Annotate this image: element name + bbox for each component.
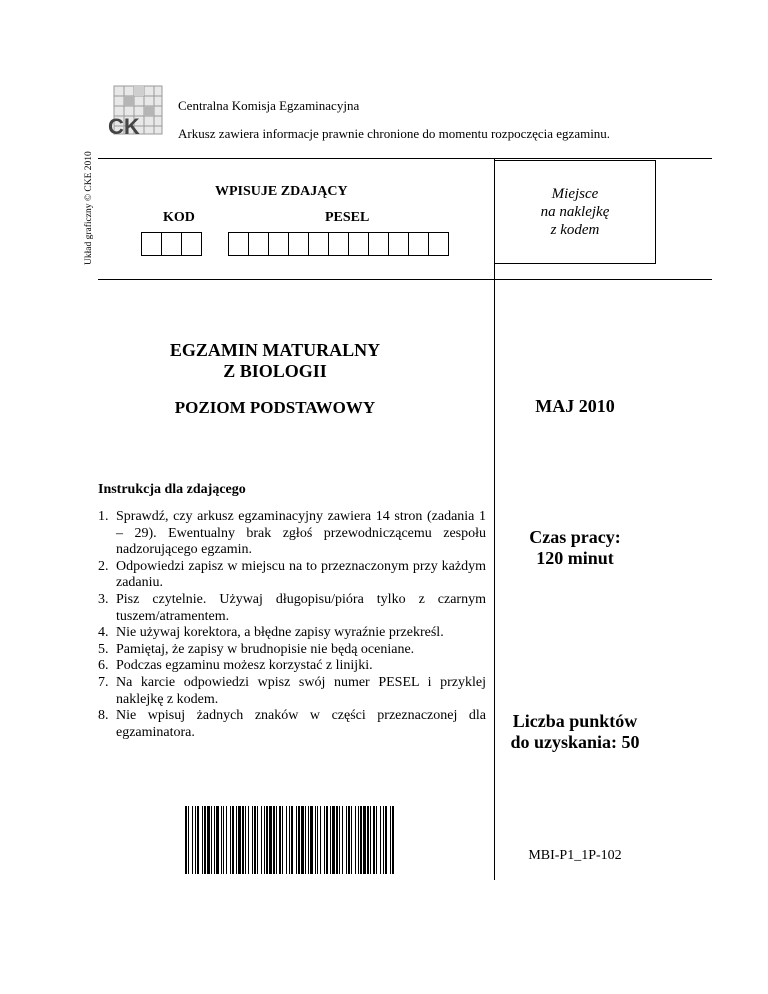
barcode-bar: [273, 806, 275, 874]
barcode-bar: [238, 806, 241, 874]
instruction-item: 3. Pisz czytelnie. Używaj długopisu/pióra tylko z czarnym tuszem/atramentem.: [98, 591, 486, 624]
barcode-bar: [315, 806, 316, 874]
sticker-line: z kodem: [550, 222, 600, 238]
candidate-section-title: WPISUJE ZDAJĄCY: [215, 184, 348, 199]
barcode-bar: [214, 806, 215, 874]
instruction-item: 1. Sprawdź, czy arkusz egzaminacyjny zawiera 14 stron (zadania 1 – 29). Ewentualny brak zgłoś przewodniczącemu zespołu nadzorującego egzamin.: [98, 509, 486, 558]
instructions-heading: Instrukcja dla zdającego: [98, 482, 246, 497]
pesel-box[interactable]: [308, 232, 329, 256]
barcode-bar: [211, 806, 212, 874]
kod-label: KOD: [163, 210, 195, 225]
instruction-item: 7. Na karcie odpowiedzi wpisz swój numer PESEL i przyklej naklejkę z kodem.: [98, 674, 486, 707]
barcode-bar: [254, 806, 256, 874]
exam-code: MBI-P1_1P-102: [528, 848, 622, 863]
kod-box[interactable]: [161, 232, 182, 256]
barcode-bar: [242, 806, 244, 874]
pesel-boxes[interactable]: [228, 232, 448, 256]
barcode-bar: [342, 806, 343, 874]
barcode-bar: [192, 806, 193, 874]
instruction-item: 8. Nie wpisuj żadnych znaków w części przeznaczonej dla egzaminatora.: [98, 708, 486, 740]
barcode-bar: [226, 806, 227, 874]
barcode-bar: [236, 806, 237, 874]
barcode-bar: [276, 806, 277, 874]
time-limit-line: Czas pracy:: [529, 527, 621, 547]
barcode-bar: [291, 806, 293, 874]
barcode-bar: [279, 806, 281, 874]
instruction-item: 5. Pamiętaj, że zapisy w brudnopisie nie będą oceniane.: [98, 641, 415, 657]
pesel-box[interactable]: [388, 232, 409, 256]
barcode-bar: [360, 806, 362, 874]
barcode-bar: [195, 806, 196, 874]
barcode-bar: [390, 806, 391, 874]
sticker-placeholder: [494, 160, 656, 264]
barcode-bar: [346, 806, 347, 874]
barcode-bar: [370, 806, 371, 874]
kod-boxes[interactable]: [141, 232, 201, 256]
institution-name: Centralna Komisja Egzaminacyjna: [178, 98, 360, 113]
barcode-bar: [298, 806, 300, 874]
candidate-rule: [98, 279, 712, 280]
barcode-bar: [232, 806, 234, 874]
barcode-bar: [376, 806, 377, 874]
barcode-bar: [289, 806, 290, 874]
barcode-bar: [264, 806, 265, 874]
column-divider: [494, 158, 495, 880]
barcode-bar: [320, 806, 321, 874]
barcode-bar: [248, 806, 249, 874]
barcode-bar: [305, 806, 306, 874]
barcode-bar: [358, 806, 359, 874]
pesel-box[interactable]: [428, 232, 449, 256]
barcode-bar: [207, 806, 210, 874]
instruction-item: 4. Nie używaj korektora, a błędne zapisy wyraźnie przekreśl.: [98, 625, 444, 641]
barcode-bar: [197, 806, 199, 874]
pesel-box[interactable]: [328, 232, 349, 256]
graphic-credit: Układ graficzny © CKE 2010: [84, 151, 94, 265]
barcode-bar: [392, 806, 394, 874]
barcode-bar: [266, 806, 268, 874]
barcode-bar: [332, 806, 335, 874]
barcode-bar: [204, 806, 206, 874]
barcode-bar: [367, 806, 369, 874]
barcode-bar: [296, 806, 297, 874]
barcode-bar: [286, 806, 287, 874]
kod-box[interactable]: [141, 232, 162, 256]
barcode-bar: [336, 806, 338, 874]
sticker-line: na naklejkę: [540, 204, 610, 220]
barcode-bar: [245, 806, 246, 874]
barcode-bar: [348, 806, 350, 874]
barcode-bar: [301, 806, 304, 874]
pesel-box[interactable]: [408, 232, 429, 256]
barcode-bar: [351, 806, 352, 874]
barcode-bar: [202, 806, 203, 874]
barcode-bar: [373, 806, 375, 874]
barcode-bar: [185, 806, 187, 874]
pesel-box[interactable]: [368, 232, 389, 256]
barcode-bar: [188, 806, 189, 874]
barcode-bar: [383, 806, 384, 874]
exam-date: MAJ 2010: [535, 396, 615, 416]
pesel-box[interactable]: [228, 232, 249, 256]
barcode-image: [183, 806, 395, 874]
barcode-bar: [282, 806, 283, 874]
time-limit: [494, 527, 656, 569]
barcode-bar: [257, 806, 258, 874]
pesel-box[interactable]: [248, 232, 269, 256]
sticker-line: Miejsce: [551, 186, 599, 202]
barcode-bar: [326, 806, 328, 874]
barcode-bar: [380, 806, 381, 874]
cke-logo: [104, 82, 166, 140]
barcode-bar: [339, 806, 340, 874]
barcode-bar: [216, 806, 219, 874]
pesel-box[interactable]: [268, 232, 289, 256]
logo-text: CK: [108, 114, 140, 139]
barcode-bar: [355, 806, 356, 874]
barcode-bar: [221, 806, 222, 874]
exam-title-line: Z BIOLOGII: [223, 361, 327, 381]
kod-box[interactable]: [181, 232, 202, 256]
barcode-bar: [230, 806, 231, 874]
instruction-item: 6. Podczas egzaminu możesz korzystać z linijki.: [98, 658, 373, 674]
barcode-bar: [310, 806, 313, 874]
max-points: [494, 711, 656, 753]
barcode-bar: [363, 806, 366, 874]
barcode-bar: [308, 806, 309, 874]
barcode-bar: [252, 806, 253, 874]
barcode-bar: [261, 806, 262, 874]
max-points-line: Liczba punktów: [512, 711, 638, 731]
pesel-label: PESEL: [325, 210, 370, 225]
barcode-bar: [317, 806, 318, 874]
time-limit-line: 120 minut: [536, 548, 614, 568]
barcode-bar: [324, 806, 325, 874]
exam-level: POZIOM PODSTAWOWY: [174, 398, 376, 417]
instruction-item: 2. Odpowiedzi zapisz w miejscu na to przeznaczonym przy każdym zadaniu.: [98, 558, 486, 591]
barcode-bar: [269, 806, 272, 874]
barcode-bar: [385, 806, 387, 874]
legal-notice: Arkusz zawiera informacje prawnie chronione do momentu rozpoczęcia egzaminu.: [178, 126, 611, 141]
exam-title: [150, 340, 400, 382]
pesel-box[interactable]: [288, 232, 309, 256]
pesel-box[interactable]: [348, 232, 369, 256]
exam-title-line: EGZAMIN MATURALNY: [169, 340, 381, 360]
barcode-bar: [330, 806, 331, 874]
barcode-bar: [223, 806, 224, 874]
max-points-line: do uzyskania: 50: [510, 732, 640, 752]
top-rule: [98, 158, 712, 159]
instructions-list: [98, 509, 486, 741]
